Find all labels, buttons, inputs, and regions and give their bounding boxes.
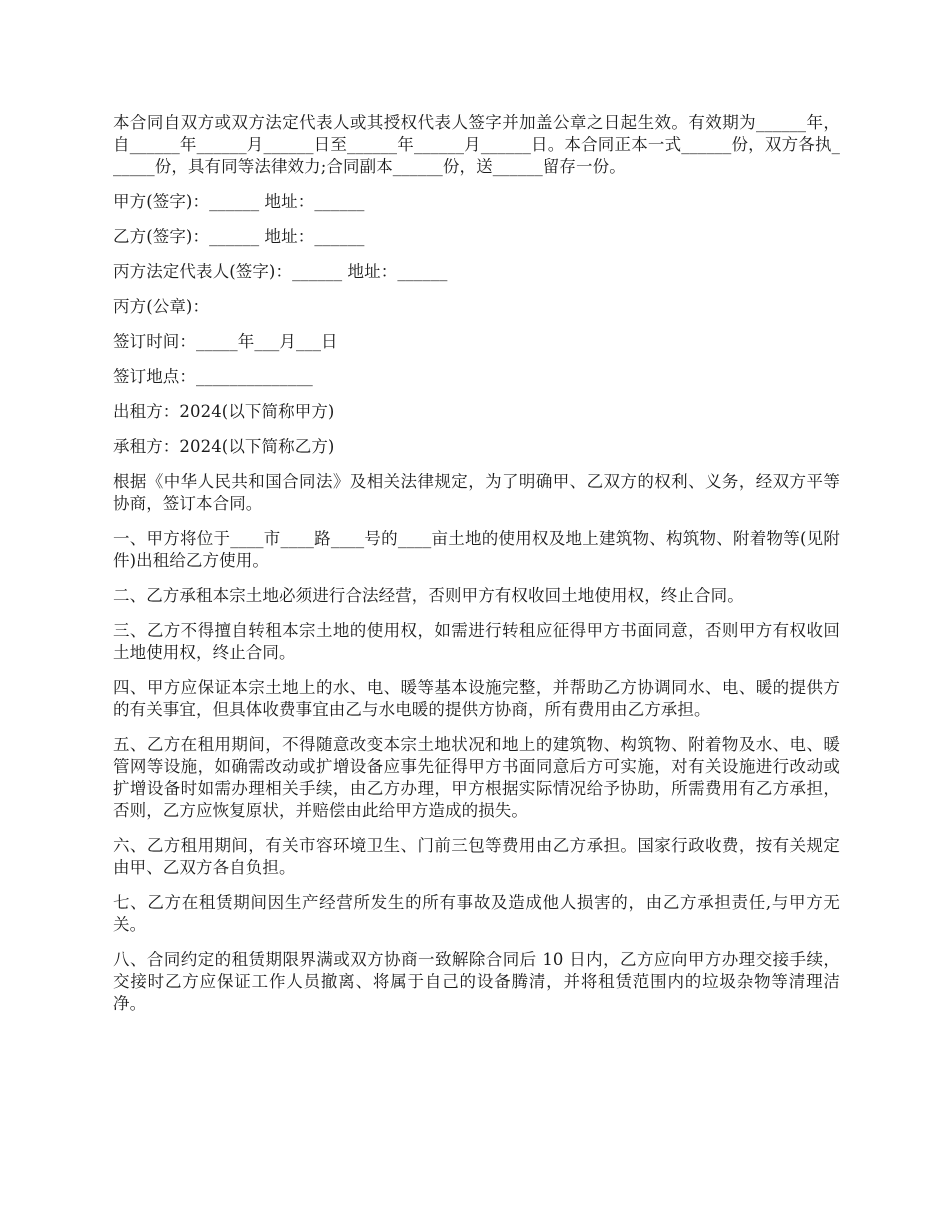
clause-3: 三、乙方不得擅自转租本宗土地的使用权，如需进行转租应征得甲方书面同意，否则甲方有权收回土地使用权，终止合同。 (113, 621, 840, 662)
signing-date-line: 签订时间：_____年___月___日 (113, 332, 338, 351)
document-page (113, 112, 840, 1028)
clause-7: 七、乙方在租赁期间因生产经营所发生的所有事故及造成他人损害的，由乙方承担责任,与甲方无关。 (113, 893, 840, 934)
lessee-line: 承租方：2024(以下简称乙方) (113, 437, 335, 456)
signing-place-line: 签订地点：______________ (113, 367, 313, 386)
clause-2: 二、乙方承租本宗土地必须进行合法经营，否则甲方有权收回土地使用权，终止合同。 (113, 586, 744, 605)
preamble-paragraph: 根据《中华人民共和国合同法》及相关法律规定，为了明确甲、乙双方的权利、义务，经双方平等协商，签订本合同。 (113, 472, 840, 513)
party-a-signature-line: 甲方(签字)：______ 地址：______ (113, 192, 365, 211)
clause-8: 八、合同约定的租赁期限界满或双方协商一致解除合同后 10 日内，乙方应向甲方办理交接手续，交接时乙方应保证工作人员撤离、将属于自己的设备腾清，并将租赁范围内的垃圾杂物等清理洁净。 (113, 950, 840, 1013)
party-c-seal-line: 丙方(公章)： (113, 297, 210, 316)
party-b-signature-line: 乙方(签字)：______ 地址：______ (113, 227, 365, 246)
clause-6: 六、乙方租用期间，有关市容环境卫生、门前三包等费用由乙方承担。国家行政收费，按有关规定由甲、乙双方各自负担。 (113, 836, 840, 877)
validity-clause: 本合同自双方或双方法定代表人或其授权代表人签字并加盖公章之日起生效。有效期为______年，自______年______月______日至______年______月______日。本合同正本一式______份，双方各执______份，具有同等法律效力;合同副本______份，送______留存一份。 (113, 113, 840, 176)
lessor-line: 出租方：2024(以下简称甲方) (113, 402, 335, 421)
clause-4: 四、甲方应保证本宗土地上的水、电、暖等基本设施完整，并帮助乙方协调同水、电、暖的提供方的有关事宜，但具体收费事宜由乙与水电暖的提供方协商，所有费用由乙方承担。 (113, 678, 840, 719)
clause-5: 五、乙方在租用期间，不得随意改变本宗土地状况和地上的建筑物、构筑物、附着物及水、电、暖管网等设施，如确需改动或扩增设备应事先征得甲方书面同意后方可实施，对有关设施进行改动或扩增设备时如需办理相关手续，由乙方办理，甲方根据实际情况给予协助，所需费用有乙方承担，否则，乙方应恢复原状，并赔偿由此给甲方造成的损失。 (113, 735, 840, 820)
clause-1: 一、甲方将位于____市____路____号的____亩土地的使用权及地上建筑物、构筑物、附着物等(见附件)出租给乙方使用。 (113, 529, 840, 570)
party-c-representative-line: 丙方法定代表人(签字)：______ 地址：______ (113, 262, 448, 281)
